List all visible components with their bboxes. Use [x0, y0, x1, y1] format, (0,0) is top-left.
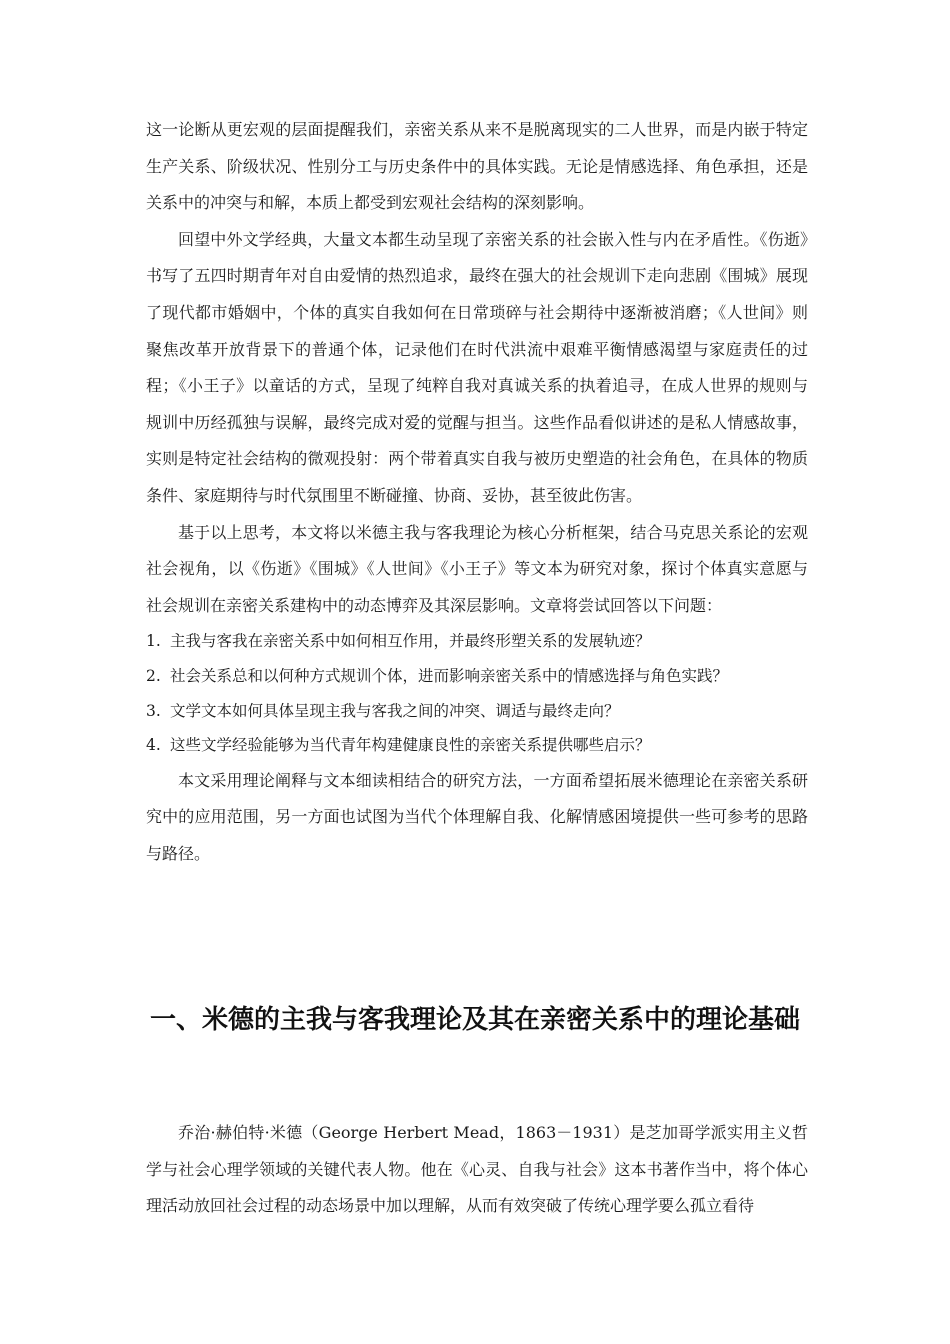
paragraph-conclusion: 这一论断从更宏观的层面提醒我们，亲密关系从来不是脱离现实的二人世界，而是内嵌于特定生产关系、阶级状况、性别分工与历史条件中的具体实践。无论是情感选择、角色承担，还是关系中的冲突与和解，本质上都受到宏观社会结构的深刻影响。	[146, 120, 808, 213]
list-item-text: 社会关系总和以何种方式规训个体，进而影响亲密关系中的情感选择与角色实践？	[170, 666, 729, 685]
section-one-body	[146, 1115, 808, 1225]
research-questions-list	[146, 624, 808, 762]
list-item-text: 文学文本如何具体呈现主我与客我之间的冲突、调适与最终走向？	[170, 701, 620, 720]
list-item	[146, 624, 808, 659]
list-item-number: 1.	[146, 632, 161, 651]
paragraph-literary-review: 回望中外文学经典，大量文本都生动呈现了亲密关系的社会嵌入性与内在矛盾性。《伤逝》书写了五四时期青年对自由爱情的热烈追求，最终在强大的社会规训下走向悲剧《围城》展现了现代都市婚姻中，个体的真实自我如何在日常琐碎与社会期待中逐渐被消磨；《人世间》则聚焦改革开放背景下的普通个体，记录他们在时代洪流中艰难平衡情感渴望与家庭责任的过程；《小王子》以童话的方式，呈现了纯粹自我对真诚关系的执着追寻，在成人世界的规则与规训中历经孤独与误解，最终完成对爱的觉醒与担当。这些作品看似讲述的是私人情感故事，实则是特定社会结构的微观投射：两个带着真实自我与被历史塑造的社会角色，在具体的物质条件、家庭期待与时代氛围里不断碰撞、协商、妥协，甚至彼此伤害。	[146, 229, 808, 505]
list-item-number: 3.	[146, 701, 161, 720]
list-item-number: 4.	[146, 736, 161, 755]
list-item-text: 这些文学经验能够为当代青年构建健康良性的亲密关系提供哪些启示？	[170, 736, 651, 755]
list-item	[146, 694, 808, 729]
list-item-text: 主我与客我在亲密关系中如何相互作用，并最终形塑关系的发展轨迹？	[170, 632, 651, 651]
paragraph-mead-intro: 乔治·赫伯特·米德（George Herbert Mead，1863－1931）是芝加哥学派实用主义哲学与社会心理学领域的关键代表人物。他在《心灵、自我与社会》这本书著作当中，将个体心理活动放回社会过程的动态场景中加以理解，从而有效突破了传统心理学要么孤立看待	[146, 1123, 808, 1216]
paragraph-methodology: 本文采用理论阐释与文本细读相结合的研究方法，一方面希望拓展米德理论在亲密关系研究中的应用范围，另一方面也试图为当代个体理解自我、化解情感困境提供一些可参考的思路与路径。	[146, 770, 808, 863]
paragraph-research-aim: 基于以上思考，本文将以米德主我与客我理论为核心分析框架，结合马克思关系论的宏观社会视角，以《伤逝》《围城》《人世间》《小王子》等文本为研究对象，探讨个体真实意愿与社会规训在亲密关系建构中的动态博弈及其深层影响。文章将尝试回答以下问题：	[146, 522, 808, 615]
list-item-number: 2.	[146, 666, 161, 685]
list-item	[146, 659, 808, 694]
list-item	[146, 728, 808, 763]
section-heading: 一、米德的主我与客我理论及其在亲密关系中的理论基础	[149, 1005, 800, 1035]
intro-section	[146, 112, 808, 872]
